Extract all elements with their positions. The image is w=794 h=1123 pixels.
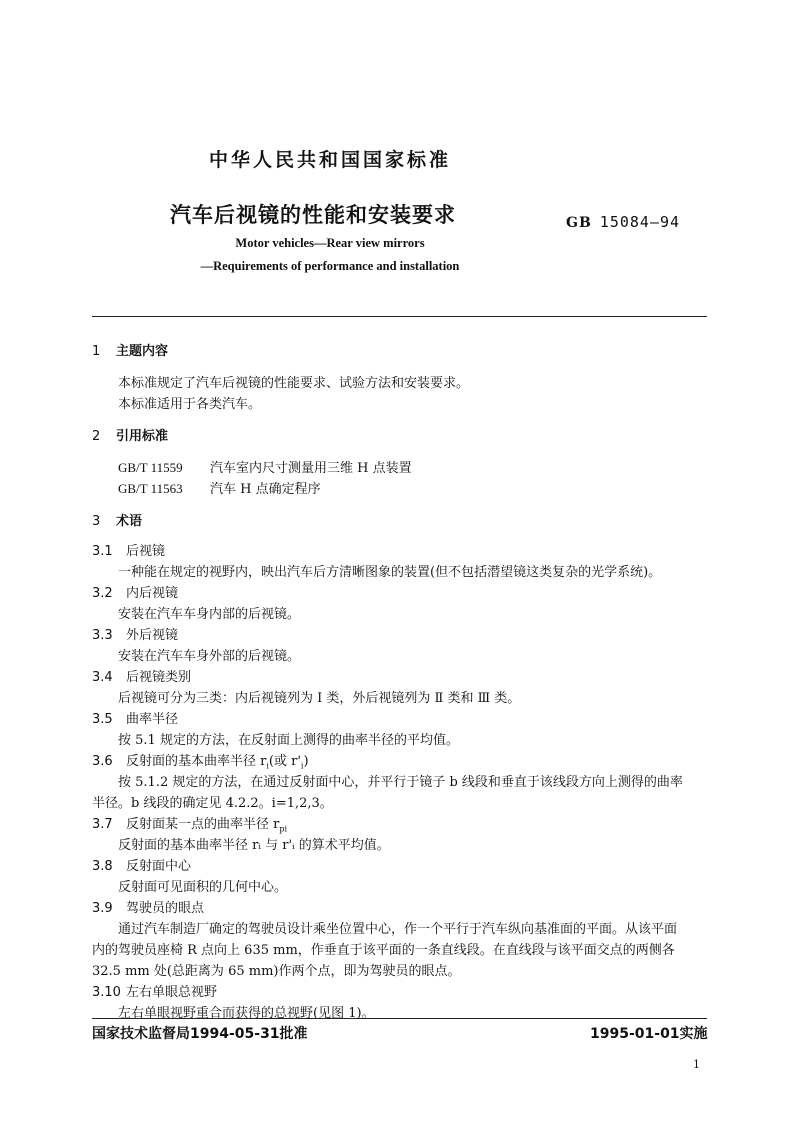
footer-divider — [92, 1018, 707, 1019]
standard-title-en-line2: —Requirements of performance and installation — [200, 259, 460, 273]
term-definition-3-9-line-2: 内的驾驶员座椅 R 点向上 635 mm，作垂直于该平面的一条直线段。在直线段与该平面交点的两侧各 — [92, 943, 675, 958]
term-heading-3-2 — [92, 582, 178, 601]
term-number: 3.4 — [92, 670, 113, 685]
section-1-number: 1 — [92, 344, 101, 359]
standard-code-number: 15084—94 — [599, 213, 681, 231]
section-3-title: 术语 — [116, 514, 143, 529]
section-3-heading — [92, 510, 142, 529]
term-definition-3-4: 后视镜可分为三类：内后视镜列为 I 类，外后视镜列为 Ⅱ 类和 Ⅲ 类。 — [118, 691, 521, 706]
term-definition-3-6-line-1: 按 5.1.2 规定的方法，在通过反射面中心，并平行于镜子 b 线段和垂直于该线段方向上测得的曲率 — [118, 775, 683, 790]
section-2-heading — [92, 425, 168, 444]
term-name: 左右单眼总视野 — [126, 985, 218, 1000]
term-heading-3-3 — [92, 624, 178, 643]
section-2-title: 引用标准 — [116, 429, 169, 444]
term-number: 3.5 — [92, 712, 113, 727]
term-heading-3-7 — [92, 813, 287, 834]
reference-text: 汽车室内尺寸测量用三维 H 点装置 — [210, 461, 412, 476]
term-heading-3-8 — [92, 855, 191, 874]
term-heading-3-6 — [92, 750, 309, 771]
term-definition-3-3: 安装在汽车车身外部的后视镜。 — [118, 649, 301, 664]
section-1-title: 主题内容 — [116, 344, 169, 359]
term-name-close: ) — [303, 754, 309, 769]
section-2-number: 2 — [92, 429, 101, 444]
term-definition-3-5: 按 5.1 规定的方法，在反射面上测得的曲率半径的平均值。 — [118, 733, 459, 748]
term-heading-3-4 — [92, 666, 191, 685]
approval-date: 国家技术监督局1994-05-31批准 — [92, 1026, 308, 1042]
term-definition-3-8: 反射面可见面积的几何中心。 — [118, 880, 288, 895]
standard-title-cn: 汽车后视镜的性能和安装要求 — [170, 203, 456, 227]
section-3-number: 3 — [92, 514, 101, 529]
section-1-paragraph-2: 本标准适用于各类汽车。 — [118, 397, 262, 412]
term-name: 驾驶员的眼点 — [126, 901, 205, 916]
term-number: 3.2 — [92, 586, 113, 601]
term-definition-3-6-line-2: 半径。b 线段的确定见 4.2.2。i=1,2,3。 — [92, 796, 333, 811]
term-definition-3-2: 安装在汽车车身内部的后视镜。 — [118, 607, 301, 622]
term-name-subscript: i — [266, 761, 269, 771]
term-definition-3-7: 反射面的基本曲率半径 rᵢ 与 r'ᵢ 的算术平均值。 — [118, 838, 390, 853]
term-name: 内后视镜 — [126, 586, 179, 601]
term-name-tail: (或 r' — [268, 754, 301, 769]
term-number: 3.8 — [92, 859, 113, 874]
term-definition-3-9-line-3: 32.5 mm 处(总距离为 65 mm)作两个点，即为驾驶员的眼点。 — [92, 964, 461, 979]
term-number: 3.9 — [92, 901, 113, 916]
standard-title-en-line1: Motor vehicles—Rear view mirrors — [235, 236, 425, 250]
term-name: 后视镜 — [126, 544, 166, 559]
term-number: 3.3 — [92, 628, 113, 643]
term-number: 3.7 — [92, 817, 113, 832]
term-definition-3-10: 左右单眼视野重合而获得的总视野(见图 1)。 — [118, 1006, 375, 1021]
reference-item — [118, 478, 321, 497]
term-heading-3-10 — [92, 981, 217, 1000]
header-divider — [92, 316, 707, 317]
page-number: 1 — [693, 1058, 700, 1071]
term-name: 外后视镜 — [126, 628, 179, 643]
term-name: 反射面的基本曲率半径 r — [126, 754, 267, 769]
term-name-tail-subscript: i — [300, 761, 304, 771]
standard-code — [566, 213, 680, 231]
reference-item — [118, 457, 412, 476]
term-name: 反射面某一点的曲率半径 r — [126, 817, 280, 832]
reference-code: GB/T 11563 — [118, 481, 183, 496]
term-name-subscript: pi — [279, 824, 288, 834]
term-name: 后视镜类别 — [126, 670, 192, 685]
implementation-date: 1995-01-01实施 — [590, 1026, 708, 1042]
term-name: 曲率半径 — [126, 712, 179, 727]
term-number: 3.1 — [92, 544, 113, 559]
national-standard-heading: 中华人民共和国国家标准 — [208, 149, 451, 171]
term-number: 3.6 — [92, 754, 113, 769]
section-1-paragraph-1: 本标准规定了汽车后视镜的性能要求、试验方法和安装要求。 — [118, 376, 470, 391]
reference-text: 汽车 H 点确定程序 — [210, 482, 321, 497]
section-1-heading — [92, 340, 168, 359]
term-number: 3.10 — [92, 985, 121, 1000]
term-heading-3-1 — [92, 540, 165, 559]
standard-code-prefix: GB — [566, 215, 592, 231]
term-heading-3-9 — [92, 897, 204, 916]
term-definition-3-1: 一种能在规定的视野内，映出汽车后方清晰图象的装置(但不包括潜望镜这类复杂的光学系统)。 — [118, 565, 662, 580]
term-definition-3-9-line-1: 通过汽车制造厂确定的驾驶员设计乘坐位置中心，作一个平行于汽车纵向基准面的平面。从该平面 — [118, 922, 678, 937]
term-name: 反射面中心 — [126, 859, 192, 874]
reference-code: GB/T 11559 — [118, 460, 183, 475]
term-heading-3-5 — [92, 708, 178, 727]
